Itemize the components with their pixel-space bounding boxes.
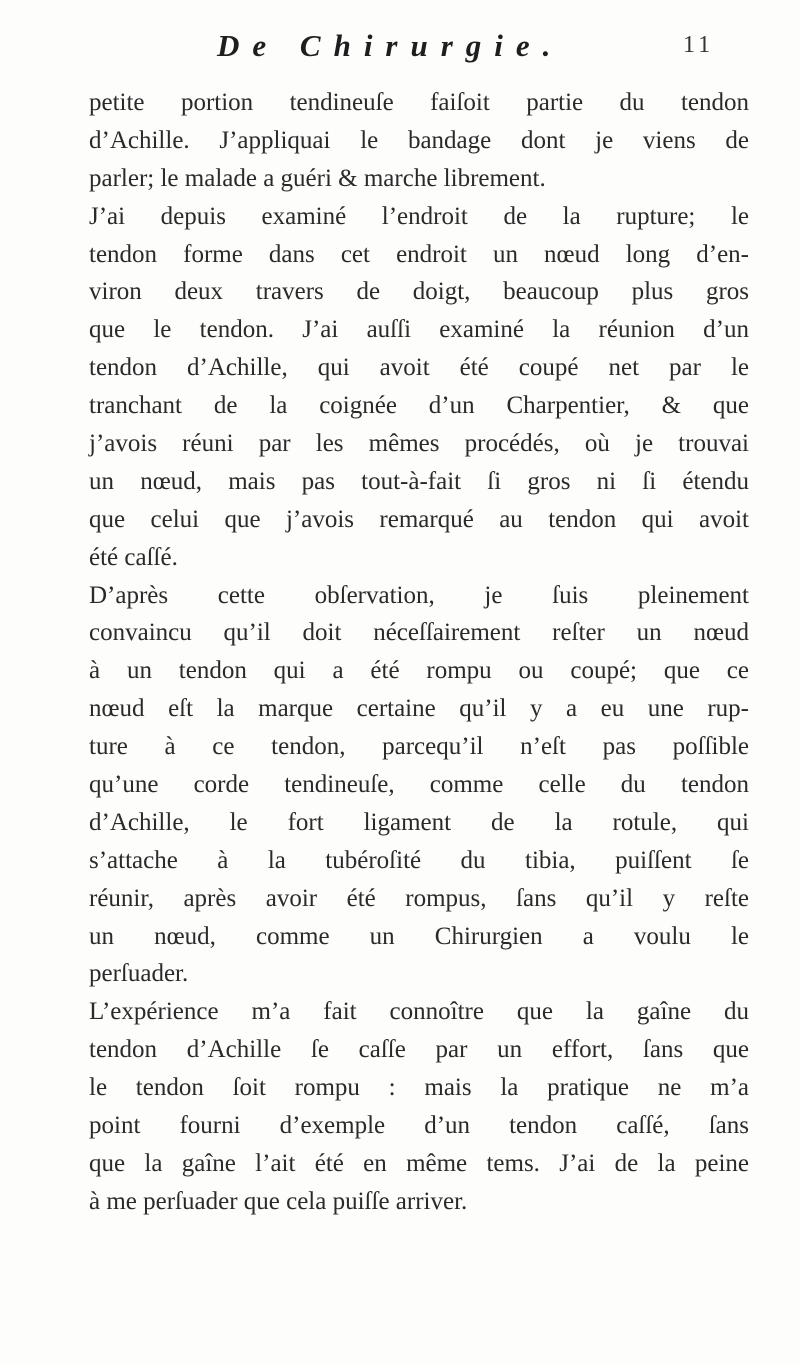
text-line: tendon forme dans cet endroit un nœud long d’en- bbox=[89, 240, 749, 268]
text-line: que le tendon. J’ai auſſi examiné la réunion d’un bbox=[89, 316, 749, 344]
text-line: tendon d’Achille, qui avoit été coupé net par le bbox=[89, 354, 749, 382]
text-line: d’Achille, le fort ligament de la rotule, qui bbox=[89, 808, 749, 836]
body-text bbox=[89, 84, 749, 1221]
text-line: été caſſé. bbox=[89, 543, 178, 571]
text-line: qu’une corde tendineuſe, comme celle du tendon bbox=[89, 771, 749, 799]
text-line: j’avois réuni par les mêmes procédés, où je trouvai bbox=[89, 430, 749, 458]
text-line: viron deux travers de doigt, beaucoup plus gros bbox=[89, 278, 749, 306]
text-line: tendon d’Achille ſe caſſe par un effort, ſans que bbox=[89, 1036, 749, 1064]
text-line: D’après cette obſervation, je ſuis pleinement bbox=[89, 581, 749, 609]
text-line: à un tendon qui a été rompu ou coupé; que ce bbox=[89, 657, 749, 685]
text-line: le tendon ſoit rompu : mais la pratique ne m’a bbox=[89, 1074, 749, 1102]
text-line: un nœud, mais pas tout-à-fait ſi gros ni ſi étendu bbox=[89, 467, 749, 495]
text-line: ture à ce tendon, parcequ’il n’eſt pas poſſible bbox=[89, 733, 749, 761]
text-line: que la gaîne l’ait été en même tems. J’ai de la peine bbox=[89, 1149, 749, 1177]
text-line: à me perſuader que cela puiſſe arriver. bbox=[89, 1187, 468, 1215]
text-line: un nœud, comme un Chirurgien a voulu le bbox=[89, 922, 749, 950]
running-title: De Chirurgie. bbox=[217, 28, 564, 63]
text-line: J’ai depuis examiné l’endroit de la rupture; le bbox=[89, 202, 749, 230]
text-line: d’Achille. J’appliquai le bandage dont je viens de bbox=[89, 126, 749, 154]
text-line: réunir, après avoir été rompus, ſans qu’il y reſte bbox=[89, 884, 749, 912]
text-line: perſuader. bbox=[89, 960, 189, 988]
text-line: petite portion tendineuſe faiſoit partie du tendon bbox=[89, 89, 749, 116]
text-line: L’expérience m’a fait connoître que la gaîne du bbox=[89, 998, 749, 1026]
text-line: parler; le malade a guéri & marche librement. bbox=[89, 164, 546, 192]
running-head bbox=[217, 28, 717, 72]
page-number: 11 bbox=[683, 32, 715, 58]
text-line: tranchant de la coignée d’un Charpentier, & que bbox=[89, 392, 749, 420]
text-line: nœud eſt la marque certaine qu’il y a eu une rup- bbox=[89, 695, 749, 723]
text-line: point fourni d’exemple d’un tendon caſſé, ſans bbox=[89, 1112, 749, 1140]
text-line: que celui que j’avois remarqué au tendon qui avoit bbox=[89, 505, 749, 533]
text-line: s’attache à la tubéroſité du tibia, puiſſent ſe bbox=[89, 846, 749, 874]
text-line: convaincu qu’il doit néceſſairement reſter un nœud bbox=[89, 619, 749, 647]
